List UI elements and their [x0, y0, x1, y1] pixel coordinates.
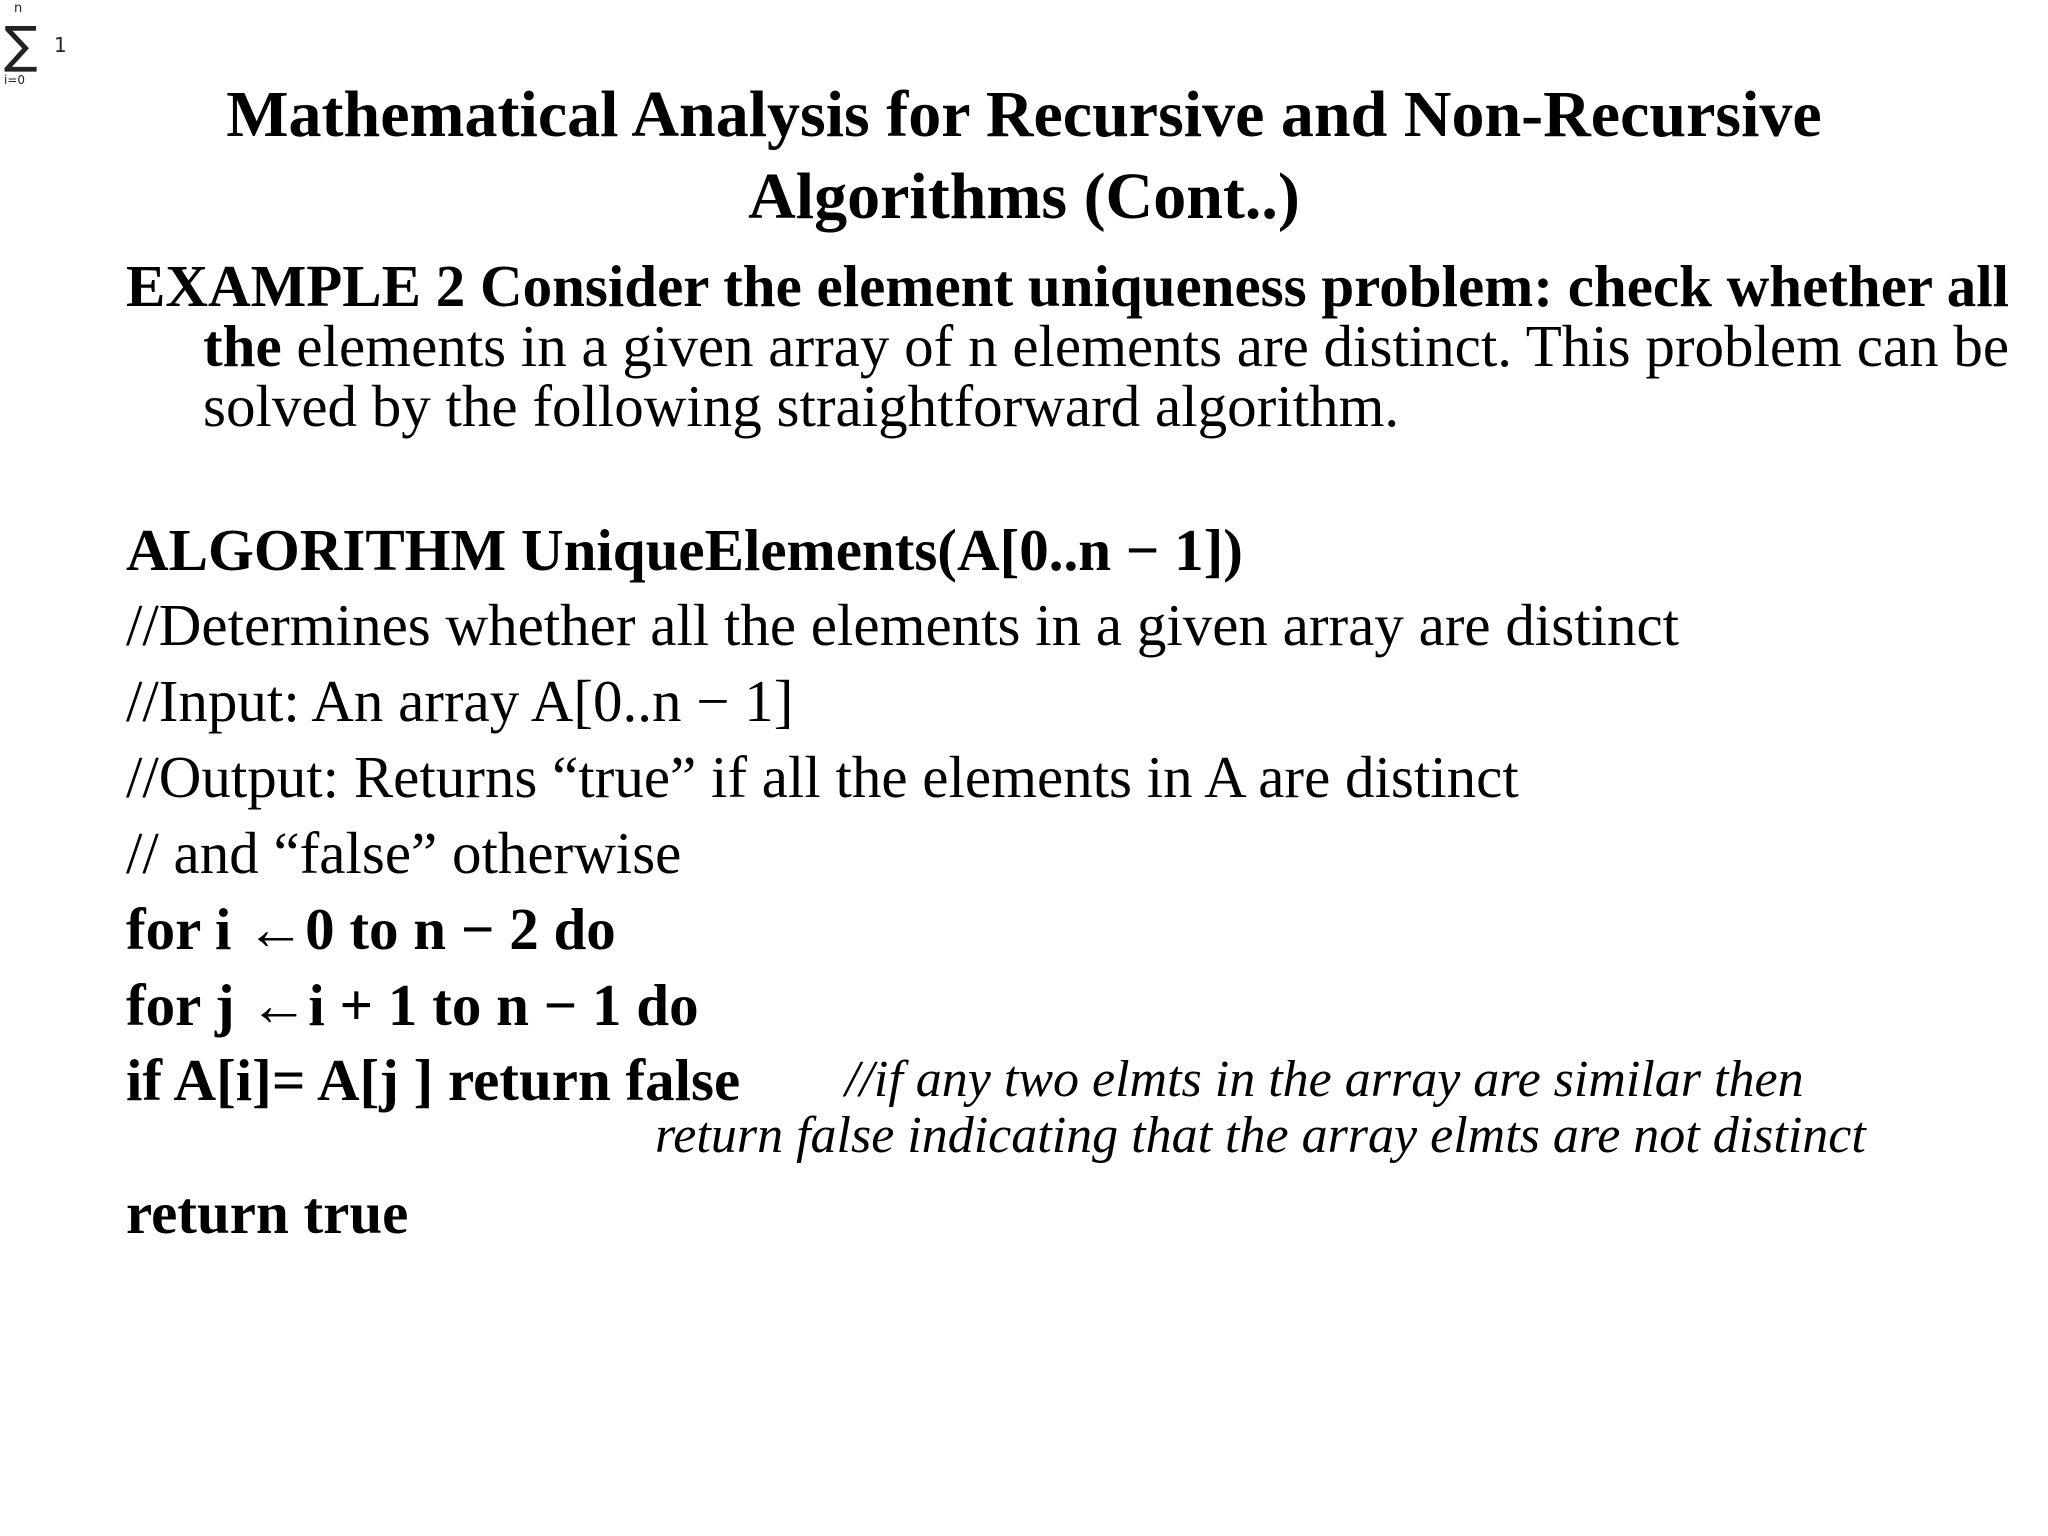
summation-term: 1: [54, 33, 67, 57]
example-normal-text: elements in a given array of n elements are distinct. This problem can be solved by the following straightforward algorithm.: [203, 313, 2010, 439]
return-true-line: return true: [126, 1180, 409, 1246]
example-bold-text: EXAMPLE 2 Consider the element uniqueness problem: check whether all the: [126, 253, 2010, 379]
loop-j-line: for j ←i + 1 to n − 1 do: [126, 972, 699, 1038]
if-comment-line-2: return false indicating that the array elmts are not distinct: [655, 1107, 1866, 1164]
summation-symbol: ∑: [4, 16, 38, 74]
example-paragraph: [126, 253, 2048, 439]
loop-i-line: for i ←0 to n − 2 do: [126, 896, 616, 962]
comment-input: //Input: An array A[0..n − 1]: [126, 668, 794, 734]
comment-otherwise: // and “false” otherwise: [126, 820, 682, 886]
title-line-2: Algorithms (Cont..): [748, 160, 1300, 233]
comment-determines: //Determines whether all the elements in a given array are distinct: [126, 592, 1680, 658]
if-comment-line-1: //if any two elmts in the array are similar then: [845, 1051, 1804, 1108]
title-line-1: Mathematical Analysis for Recursive and Non-Recursive: [226, 78, 1822, 151]
comment-output: //Output: Returns “true” if all the elements in A are distinct: [126, 744, 1519, 810]
summation-upper-limit: n: [14, 2, 23, 16]
algorithm-header: ALGORITHM UniqueElements(A[0..n − 1]): [126, 517, 1243, 583]
if-statement-line: if A[i]= A[j ] return false: [126, 1047, 741, 1113]
page-title: [0, 74, 2048, 238]
summation-lower-limit: i=0: [4, 73, 26, 87]
